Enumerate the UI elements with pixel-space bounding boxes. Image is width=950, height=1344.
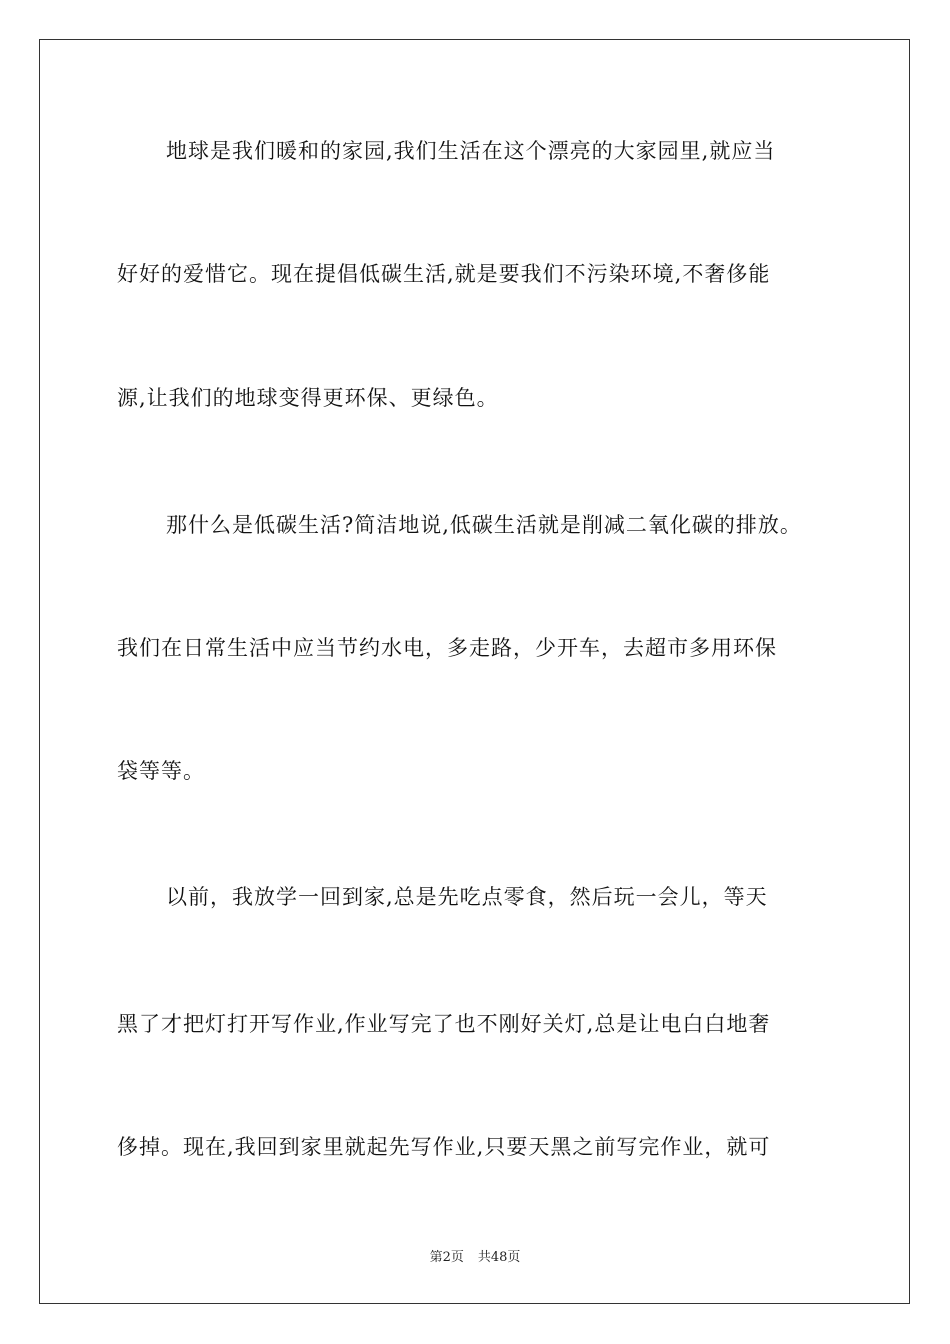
page-total: 共48页: [477, 1250, 521, 1265]
page-border: [39, 39, 910, 1304]
page-footer: [0, 1249, 950, 1267]
paragraph-2-line-2: 我们在日常生活中应当节约水电，多走路，少开车，去超市多用环保: [117, 636, 777, 660]
paragraph-2-line-3: 袋等等。: [117, 759, 205, 783]
paragraph-3-line-1: 以前，我放学一回到家,总是先吃点零食，然后玩一会儿，等天: [166, 885, 768, 909]
paragraph-1-line-2: 好好的爱惜它。现在提倡低碳生活,就是要我们不污染环境,不奢侈能: [117, 262, 771, 286]
paragraph-1-line-1: 地球是我们暖和的家园,我们生活在这个漂亮的大家园里,就应当: [166, 139, 776, 163]
paragraph-2-line-1: 那什么是低碳生活?简洁地说,低碳生活就是削减二氧化碳的排放。: [166, 513, 802, 537]
paragraph-3-line-2: 黑了才把灯打开写作业,作业写完了也不刚好关灯,总是让电白白地奢: [117, 1012, 771, 1036]
paragraph-1-line-3: 源,让我们的地球变得更环保、更绿色。: [117, 386, 499, 410]
paragraph-3-line-3: 侈掉。现在,我回到家里就起先写作业,只要天黑之前写完作业，就可: [117, 1135, 771, 1159]
page-number: 第2页: [429, 1250, 464, 1265]
